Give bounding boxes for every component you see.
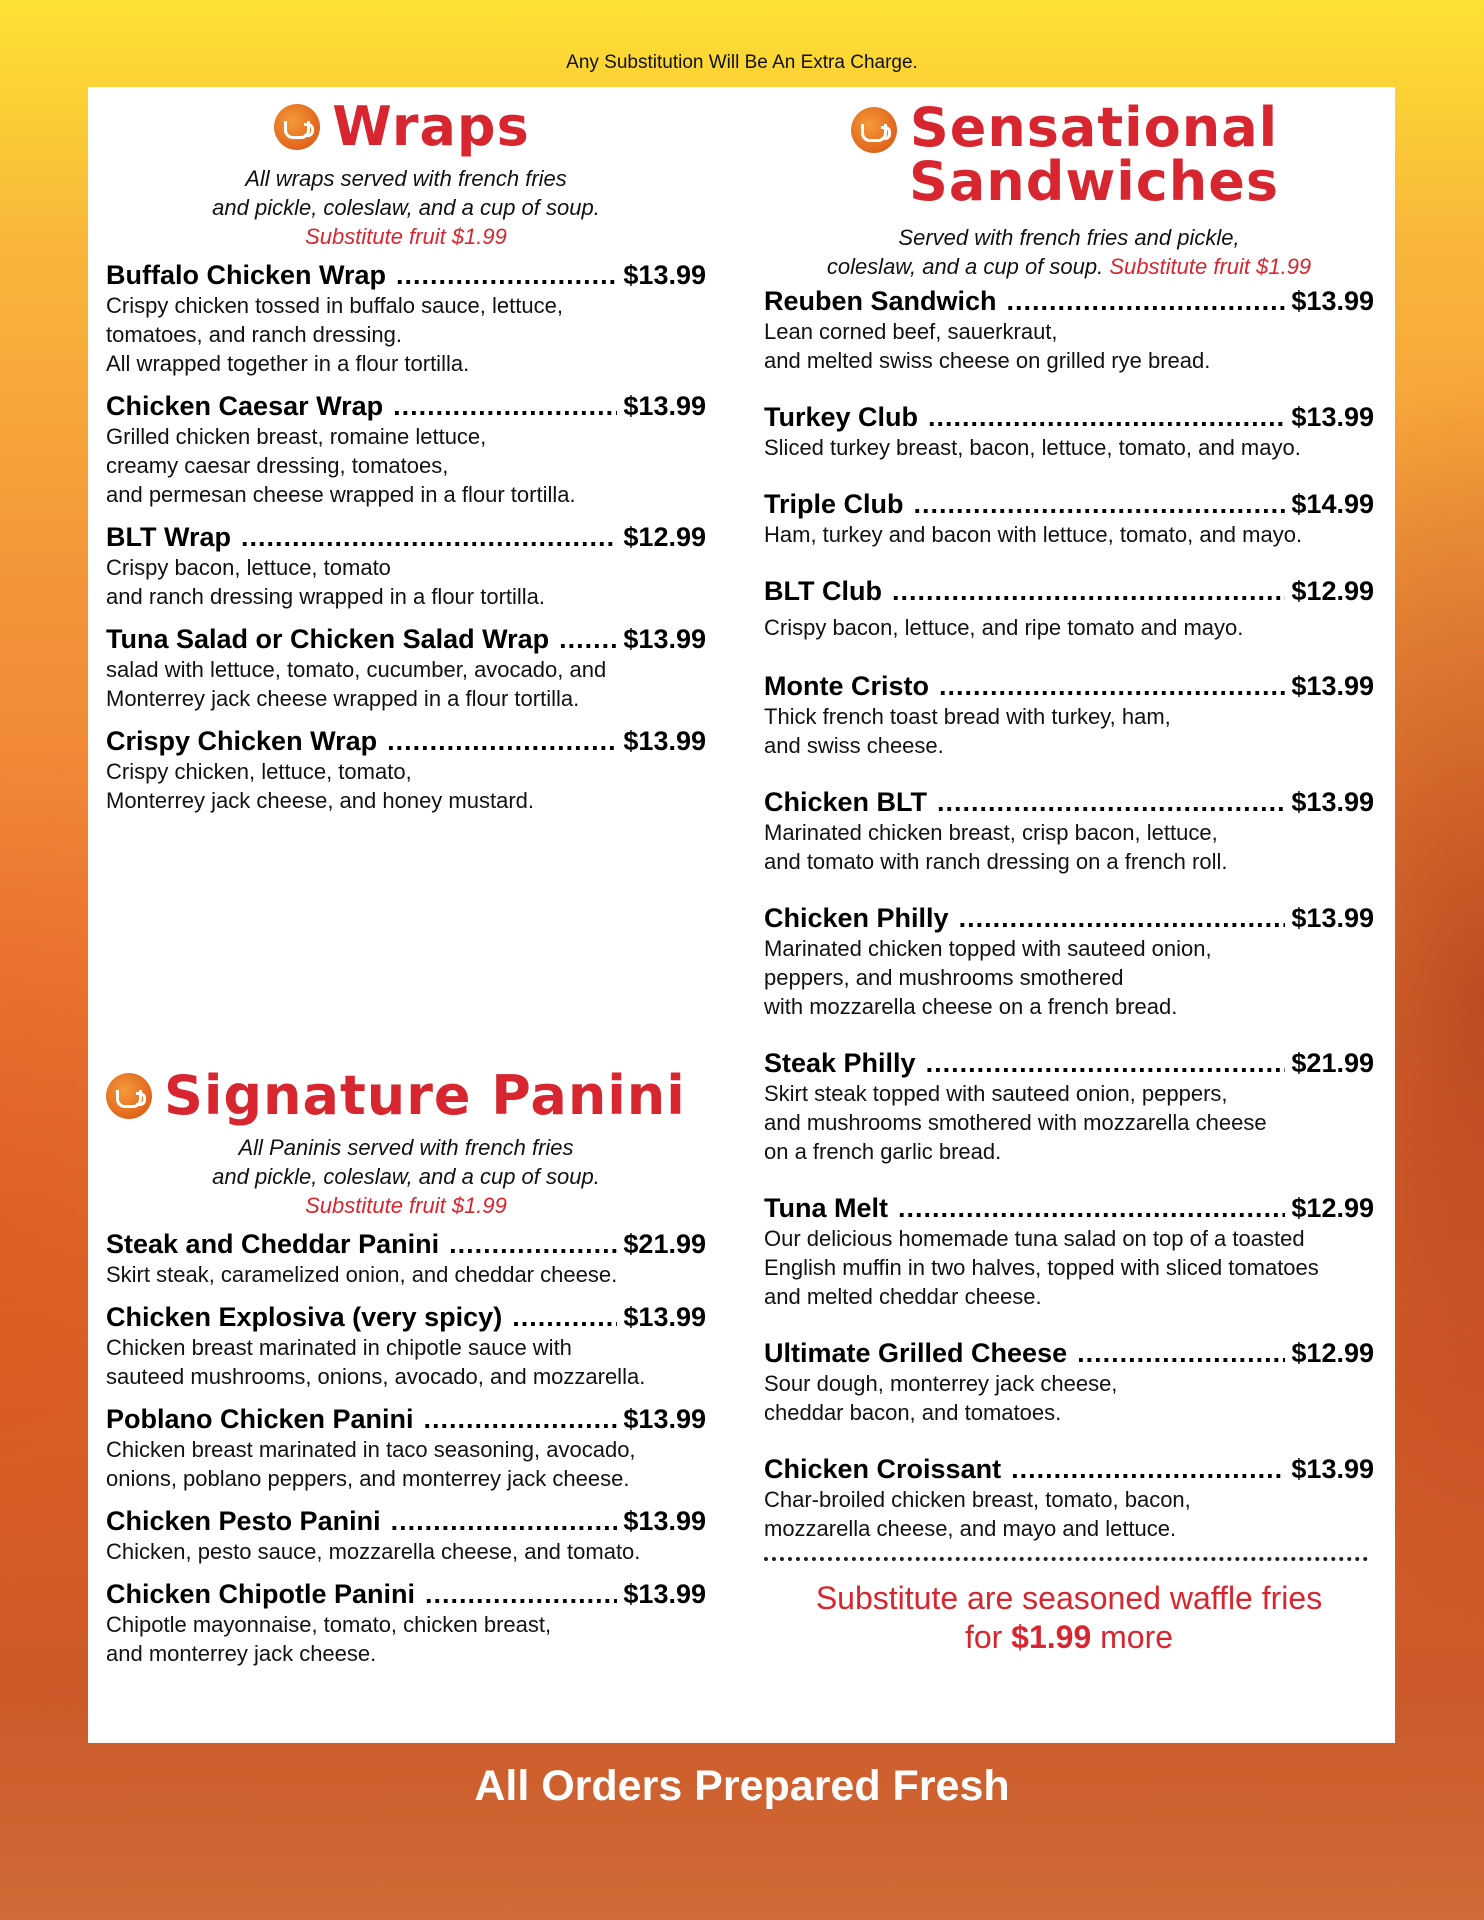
waffle-line2-pre: for — [964, 1619, 1012, 1655]
menu-item — [106, 725, 706, 815]
menu-item — [764, 1453, 1374, 1543]
sandwiches-intro-line2: coleslaw, and a cup of soup. — [826, 254, 1104, 279]
item-price: $13.99 — [1291, 402, 1374, 432]
leader-dots — [512, 1301, 617, 1333]
menu-item — [764, 285, 1374, 375]
item-description: Crispy bacon, lettuce, and ripe tomato and mayo. — [764, 615, 1244, 640]
item-name: Ultimate Grilled Cheese — [764, 1338, 1068, 1368]
item-price: $13.99 — [623, 726, 706, 756]
sandwiches-intro-substitute: Substitute fruit $1.99 — [1109, 254, 1312, 279]
item-description: Lean corned beef, sauerkraut, and melted swiss cheese on grilled rye bread. — [764, 319, 1211, 373]
item-name: Triple Club — [764, 489, 904, 519]
coffee-cup-logo-icon — [106, 1073, 152, 1119]
item-price: $12.99 — [623, 522, 706, 552]
wraps-intro — [106, 164, 706, 251]
waffle-fries-note — [764, 1579, 1374, 1657]
item-name: Chicken Chipotle Panini — [106, 1579, 416, 1609]
menu-panel — [88, 87, 1395, 1743]
substitution-note: Any Substitution Will Be An Extra Charge. — [566, 52, 918, 73]
menu-item — [764, 786, 1374, 876]
leader-dots — [914, 488, 1286, 520]
item-name: Chicken Philly — [764, 903, 949, 933]
panini-intro — [106, 1133, 706, 1220]
menu-item — [106, 1403, 706, 1493]
wraps-intro-line1: All wraps served with french fries — [245, 166, 567, 191]
leader-dots — [937, 786, 1285, 818]
item-description: Ham, turkey and bacon with lettuce, tomato, and mayo. — [764, 522, 1303, 547]
menu-item — [764, 902, 1374, 1021]
panini-title: Signature Panini — [164, 1064, 686, 1127]
item-description: Chicken, pesto sauce, mozzarella cheese, and tomato. — [106, 1539, 641, 1564]
leader-dots — [939, 670, 1285, 702]
item-description: Chicken breast marinated in taco seasoning, avocado, onions, poblano peppers, and monterrey jack cheese. — [106, 1437, 636, 1491]
item-name: Crispy Chicken Wrap — [106, 726, 378, 756]
sandwiches-intro — [764, 223, 1374, 281]
leader-dots — [892, 575, 1285, 607]
leader-dots — [396, 259, 617, 291]
item-price: $13.99 — [623, 391, 706, 421]
dotted-divider — [764, 1557, 1368, 1561]
wraps-intro-line2: and pickle, coleslaw, and a cup of soup. — [212, 195, 600, 220]
item-description: Sliced turkey breast, bacon, lettuce, tomato, and mayo. — [764, 435, 1301, 460]
item-name: Chicken Croissant — [764, 1454, 1002, 1484]
item-description: Crispy bacon, lettuce, tomato and ranch dressing wrapped in a flour tortilla. — [106, 555, 546, 609]
item-description: Crispy chicken tossed in buffalo sauce, lettuce, tomatoes, and ranch dressing. All wrapped together in a flour tortilla. — [106, 293, 563, 376]
menu-item — [764, 670, 1374, 760]
item-price: $13.99 — [1291, 671, 1374, 701]
panini-intro-line2: and pickle, coleslaw, and a cup of soup. — [212, 1164, 600, 1189]
item-description: Marinated chicken breast, crisp bacon, lettuce, and tomato with ranch dressing on a french roll. — [764, 820, 1228, 874]
coffee-cup-logo-icon — [851, 107, 897, 153]
menu-item — [106, 1228, 706, 1289]
wraps-intro-substitute: Substitute fruit $1.99 — [305, 224, 507, 249]
item-description: Skirt steak topped with sauteed onion, peppers, and mushrooms smothered with mozzarella cheese on a french garlic bread. — [764, 1081, 1267, 1164]
sandwiches-intro-line1: Served with french fries and pickle, — [898, 225, 1240, 250]
item-name: Tuna Salad or Chicken Salad Wrap — [106, 624, 550, 654]
item-description: Skirt steak, caramelized onion, and cheddar cheese. — [106, 1262, 618, 1287]
menu-item — [106, 259, 706, 378]
item-price: $21.99 — [623, 1229, 706, 1259]
item-price: $13.99 — [623, 260, 706, 290]
leader-dots — [393, 390, 617, 422]
item-price: $21.99 — [1291, 1048, 1374, 1078]
item-price: $14.99 — [1291, 489, 1374, 519]
item-name: Reuben Sandwich — [764, 286, 997, 316]
item-price: $13.99 — [623, 624, 706, 654]
item-description: Thick french toast bread with turkey, ham, and swiss cheese. — [764, 704, 1171, 758]
menu-item — [106, 390, 706, 509]
item-name: Tuna Melt — [764, 1193, 888, 1223]
leader-dots — [559, 623, 617, 655]
item-price: $13.99 — [1291, 787, 1374, 817]
sandwiches-header — [756, 96, 1374, 213]
leader-dots — [898, 1192, 1285, 1224]
item-description: Crispy chicken, lettuce, tomato, Monterrey jack cheese, and honey mustard. — [106, 759, 535, 813]
item-name: Chicken BLT — [764, 787, 928, 817]
sandwiches-title-line2: Sandwiches — [908, 150, 1280, 213]
waffle-line1: Substitute are seasoned waffle fries — [815, 1580, 1323, 1616]
wraps-section — [106, 95, 706, 815]
item-description: Chicken breast marinated in chipotle sauce with sauteed mushrooms, onions, avocado, and mozzarella. — [106, 1335, 646, 1389]
panini-header — [106, 1064, 706, 1127]
item-name: Chicken Caesar Wrap — [106, 391, 384, 421]
menu-item — [106, 521, 706, 611]
leader-dots — [1077, 1337, 1285, 1369]
menu-item — [106, 623, 706, 713]
item-name: BLT Club — [764, 576, 882, 606]
item-description: Sour dough, monterrey jack cheese, cheddar bacon, and tomatoes. — [764, 1371, 1118, 1425]
item-price: $13.99 — [1291, 903, 1374, 933]
sandwiches-title-line1: Sensational — [909, 96, 1279, 159]
item-price: $13.99 — [623, 1302, 706, 1332]
panini-section — [106, 1064, 706, 1668]
item-name: Turkey Club — [764, 402, 919, 432]
item-price: $13.99 — [623, 1404, 706, 1434]
item-price: $13.99 — [623, 1506, 706, 1536]
menu-item — [106, 1578, 706, 1668]
item-price: $12.99 — [1291, 1338, 1374, 1368]
item-name: Chicken Explosiva (very spicy) — [106, 1302, 503, 1332]
item-price: $12.99 — [1291, 576, 1374, 606]
item-name: Steak Philly — [764, 1048, 916, 1078]
item-description: salad with lettuce, tomato, cucumber, avocado, and Monterrey jack cheese wrapped in a flour tortilla. — [106, 657, 607, 711]
prepared-fresh-banner: All Orders Prepared Fresh — [474, 1762, 1010, 1810]
waffle-price: $1.99 — [1011, 1619, 1092, 1655]
panini-intro-line1: All Paninis served with french fries — [238, 1135, 574, 1160]
item-name: Chicken Pesto Panini — [106, 1506, 381, 1536]
menu-item — [764, 401, 1374, 462]
leader-dots — [424, 1403, 618, 1435]
sandwiches-section — [764, 96, 1374, 1657]
menu-item — [764, 1047, 1374, 1166]
coffee-cup-logo-icon — [274, 104, 320, 150]
leader-dots — [425, 1578, 617, 1610]
item-description: Marinated chicken topped with sauteed onion, peppers, and mushrooms smothered with mozzarella cheese on a french bread. — [764, 936, 1212, 1019]
panini-intro-substitute: Substitute fruit $1.99 — [305, 1193, 507, 1218]
item-price: $13.99 — [1291, 1454, 1374, 1484]
item-name: Buffalo Chicken Wrap — [106, 260, 387, 290]
menu-item — [764, 488, 1374, 549]
menu-item — [106, 1301, 706, 1391]
leader-dots — [928, 401, 1285, 433]
item-name: Poblano Chicken Panini — [106, 1404, 414, 1434]
leader-dots — [1011, 1453, 1285, 1485]
item-description: Char-broiled chicken breast, tomato, bacon, mozzarella cheese, and mayo and lettuce. — [764, 1487, 1191, 1541]
leader-dots — [959, 902, 1286, 934]
wraps-title: Wraps — [332, 95, 530, 158]
item-description: Our delicious homemade tuna salad on top of a toasted English muffin in two halves, topped with sliced tomatoes and melted cheddar cheese. — [764, 1226, 1319, 1309]
leader-dots — [241, 521, 617, 553]
sandwiches-title — [908, 96, 1280, 213]
item-price: $13.99 — [623, 1579, 706, 1609]
wraps-header — [98, 95, 706, 158]
menu-item — [764, 1337, 1374, 1427]
leader-dots — [449, 1228, 617, 1260]
item-name: BLT Wrap — [106, 522, 231, 552]
leader-dots — [387, 725, 617, 757]
waffle-line2-post: more — [1091, 1619, 1174, 1655]
menu-item — [106, 1505, 706, 1566]
item-description: Chipotle mayonnaise, tomato, chicken breast, and monterrey jack cheese. — [106, 1612, 552, 1666]
item-price: $12.99 — [1291, 1193, 1374, 1223]
menu-item — [764, 1192, 1374, 1311]
item-description: Grilled chicken breast, romaine lettuce, creamy caesar dressing, tomatoes, and permesan cheese wrapped in a flour tortilla. — [106, 424, 576, 507]
leader-dots — [926, 1047, 1286, 1079]
item-name: Steak and Cheddar Panini — [106, 1229, 440, 1259]
item-price: $13.99 — [1291, 286, 1374, 316]
leader-dots — [1007, 285, 1286, 317]
leader-dots — [391, 1505, 618, 1537]
item-name: Monte Cristo — [764, 671, 929, 701]
menu-item — [764, 575, 1374, 642]
